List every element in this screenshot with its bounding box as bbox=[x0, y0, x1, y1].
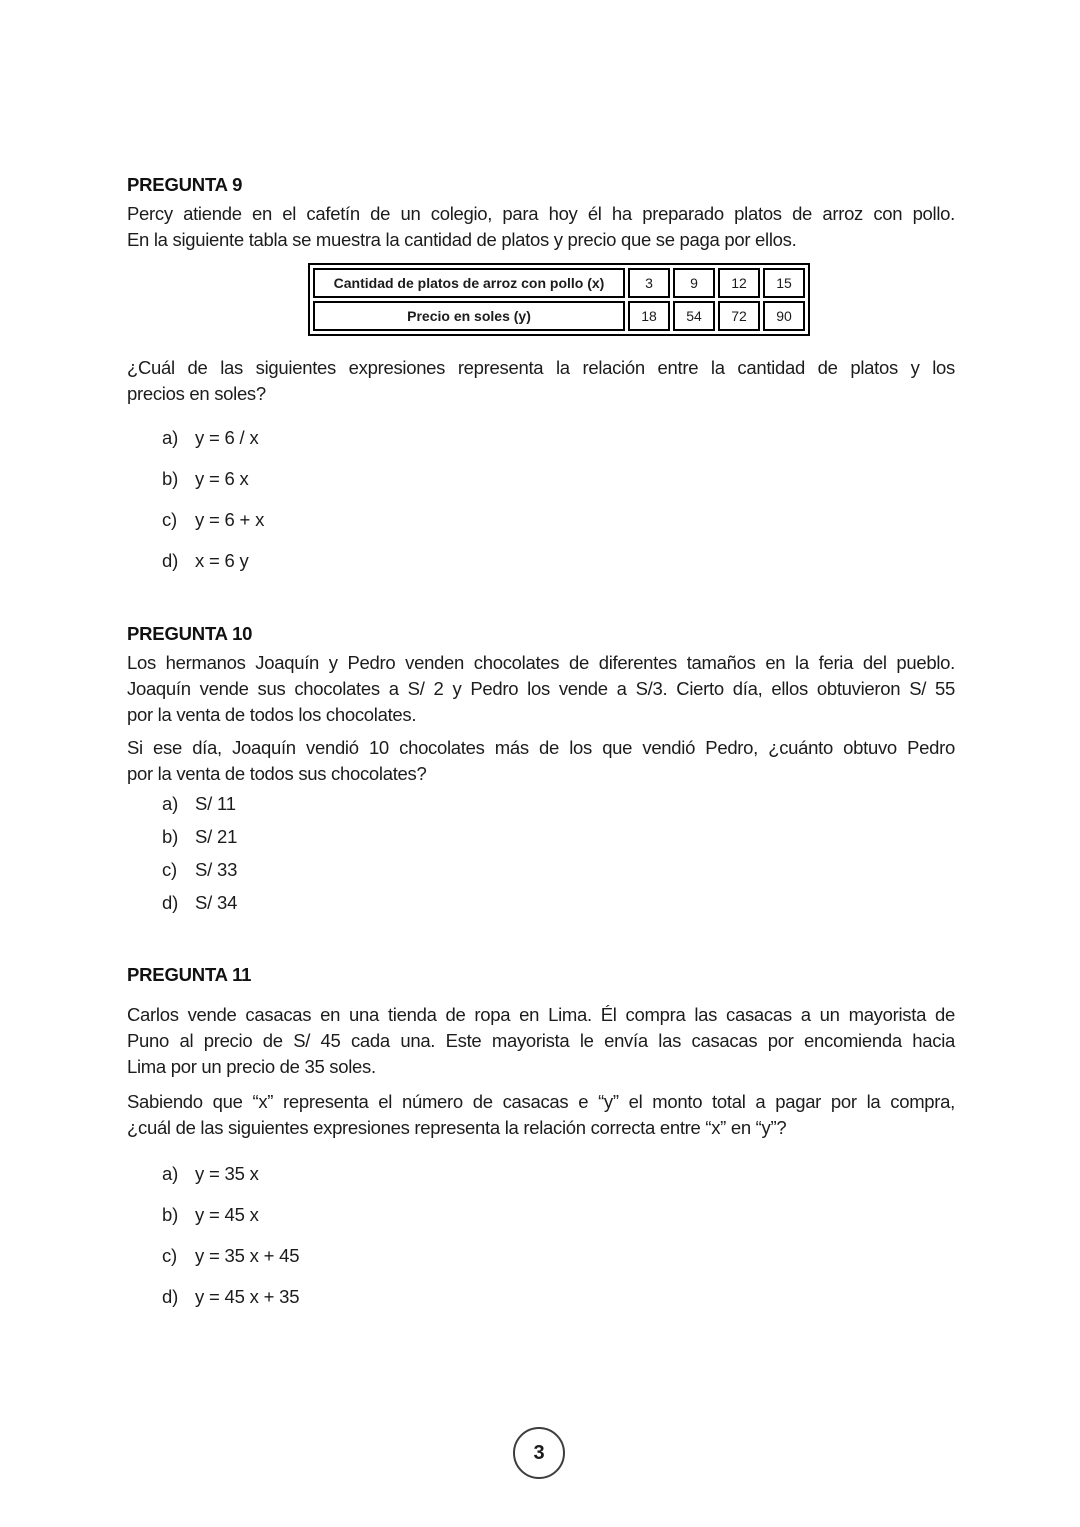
table-cell: 15 bbox=[763, 268, 805, 298]
table-cell: 12 bbox=[718, 268, 760, 298]
table-cell: 90 bbox=[763, 301, 805, 331]
option-d bbox=[162, 551, 264, 571]
option-text: y = 6 x bbox=[195, 468, 249, 489]
option-letter: a) bbox=[162, 793, 179, 814]
option-letter: c) bbox=[162, 859, 178, 880]
option-letter: c) bbox=[162, 509, 178, 530]
page-number: 3 bbox=[533, 1441, 545, 1464]
table-cell: 18 bbox=[628, 301, 670, 331]
question-11-options bbox=[162, 1164, 299, 1328]
option-text: S/ 33 bbox=[195, 859, 238, 880]
option-letter: a) bbox=[162, 427, 179, 448]
question-9-data-table bbox=[308, 263, 810, 336]
question-10-text: Si ese día, Joaquín vendió 10 chocolates más de los que vendió Pedro, ¿cuánto obtuvo Pedro por la venta de todos sus chocolates? bbox=[127, 737, 955, 784]
option-d bbox=[162, 1287, 299, 1307]
option-text: y = 45 x bbox=[195, 1204, 259, 1225]
question-10-intro: Los hermanos Joaquín y Pedro venden chocolates de diferentes tamaños en la feria del pueblo. Joaquín vende sus chocolates a S/ 2 y Pedro los vende a S/3. Cierto día, ellos obtuvieron S/ 55 por la venta de todos los chocolates. bbox=[127, 652, 955, 725]
question-11-intro: Carlos vende casacas en una tienda de ropa en Lima. Él compra las casacas a un mayorista de Puno al precio de S/ 45 cada una. Este mayorista le envía las casacas por encomienda hacia Lima por un precio de 35 soles. bbox=[127, 1004, 955, 1077]
option-text: x = 6 y bbox=[195, 550, 249, 571]
option-letter: b) bbox=[162, 826, 179, 847]
option-text: y = 35 x bbox=[195, 1163, 259, 1184]
option-text: S/ 21 bbox=[195, 826, 238, 847]
question-11-heading: PREGUNTA 11 bbox=[127, 964, 252, 985]
option-text: y = 35 x + 45 bbox=[195, 1245, 300, 1266]
question-10-options bbox=[162, 794, 237, 926]
option-b bbox=[162, 827, 237, 847]
option-b bbox=[162, 1205, 299, 1225]
option-c bbox=[162, 510, 264, 530]
option-a bbox=[162, 1164, 299, 1184]
table-cell: 9 bbox=[673, 268, 715, 298]
table-row-label: Precio en soles (y) bbox=[313, 301, 625, 331]
option-letter: d) bbox=[162, 550, 179, 571]
table-row-precio bbox=[313, 301, 805, 331]
option-text: S/ 11 bbox=[195, 793, 236, 814]
question-9-text: ¿Cuál de las siguientes expresiones representa la relación entre la cantidad de platos y los precios en soles? bbox=[127, 357, 955, 404]
table-cell: 54 bbox=[673, 301, 715, 331]
option-text: S/ 34 bbox=[195, 892, 238, 913]
option-letter: c) bbox=[162, 1245, 178, 1266]
option-c bbox=[162, 860, 237, 880]
question-9-options bbox=[162, 428, 264, 592]
question-11-text: Sabiendo que “x” representa el número de casacas e “y” el monto total a pagar por la compra, ¿cuál de las siguientes expresiones representa la relación correcta entre “x” en “y”? bbox=[127, 1091, 955, 1138]
option-letter: b) bbox=[162, 468, 179, 489]
option-text: y = 6 + x bbox=[195, 509, 265, 530]
option-letter: b) bbox=[162, 1204, 179, 1225]
option-letter: d) bbox=[162, 892, 179, 913]
option-c bbox=[162, 1246, 299, 1266]
option-b bbox=[162, 469, 264, 489]
question-9-heading: PREGUNTA 9 bbox=[127, 174, 243, 195]
option-letter: a) bbox=[162, 1163, 179, 1184]
table-cell: 72 bbox=[718, 301, 760, 331]
table-row-label: Cantidad de platos de arroz con pollo (x) bbox=[313, 268, 625, 298]
option-text: y = 45 x + 35 bbox=[195, 1286, 300, 1307]
question-9-intro: Percy atiende en el cafetín de un colegio, para hoy él ha preparado platos de arroz con pollo. En la siguiente tabla se muestra la cantidad de platos y precio que se paga por ellos. bbox=[127, 203, 955, 250]
question-10-heading: PREGUNTA 10 bbox=[127, 623, 253, 644]
option-letter: d) bbox=[162, 1286, 179, 1307]
page-number-badge bbox=[513, 1427, 565, 1479]
option-text: y = 6 / x bbox=[195, 427, 259, 448]
option-d bbox=[162, 893, 237, 913]
table-row-platos bbox=[313, 268, 805, 298]
table-cell: 3 bbox=[628, 268, 670, 298]
option-a bbox=[162, 794, 237, 814]
option-a bbox=[162, 428, 264, 448]
